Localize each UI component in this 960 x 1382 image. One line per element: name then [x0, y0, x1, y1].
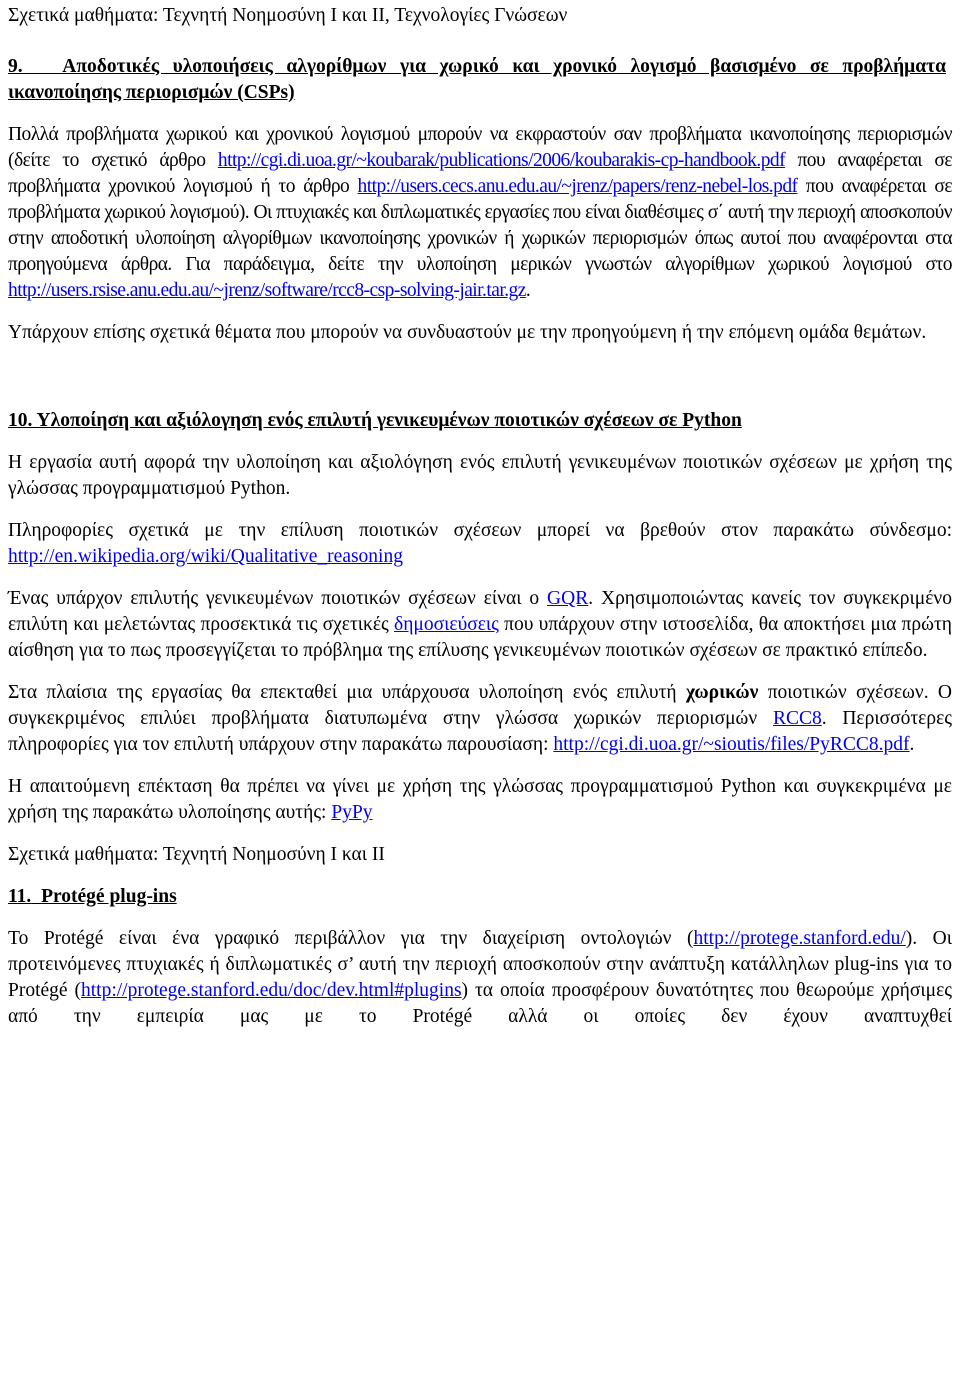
- document-page: [8, 0, 952, 1030]
- section-11-text-a: Το Protégé είναι ένα γραφικό περιβάλλον για την διαχείριση οντολογιών (: [8, 928, 694, 949]
- section-10-heading: [8, 408, 952, 434]
- section-10-p5-text: Η απαιτούμενη επέκταση θα πρέπει να γίνει με χρήση της γλώσσας προγραμματισμού Python και συγκεκριμένα με χρήση της παρακάτω υλοποίησης αυτής:: [8, 776, 952, 823]
- link-protege-plugins[interactable]: http://protege.stanford.edu/doc/dev.html#plugins: [81, 980, 462, 1001]
- link-pypy[interactable]: PyPy: [331, 802, 373, 823]
- section-10-paragraph-1: Η εργασία αυτή αφορά την υλοποίηση και αξιολόγηση ενός επιλυτή γενικευμένων ποιοτικών σχέσεων με χρήση της γλώσσας προγραμματισμού Python.: [8, 452, 952, 499]
- section-11-text-c: ) τα οποία προσφέρουν δυνατότητες που θεωρούμε χρήσιμες από την εμπειρία μας με το Protégé αλλά οι οποίες δεν έχουν αναπτυχθεί: [8, 980, 952, 1027]
- section-9-heading: [8, 54, 952, 106]
- section-10-p4-text-a: Στα πλαίσια της εργασίας θα επεκταθεί μια υπάρχουσα υλοποίηση ενός επιλυτή: [8, 682, 686, 703]
- section-11-paragraph-1: [8, 926, 952, 1030]
- section-10-p4-text-c: . Περισσότερες πληροφορίες για τον επιλυτή υπάρχουν στην παρακάτω παρουσίαση:: [8, 708, 953, 755]
- section-10-related-courses: Σχετικά μαθήματα: Τεχνητή Νοημοσύνη Ι και ΙΙ: [8, 844, 385, 865]
- section-10-paragraph-3: [8, 586, 952, 664]
- section-11-text-b: ). Οι προτεινόμενες πτυχιακές ή διπλωματικές σ’ αυτή την περιοχή αποσκοπούν στην ανάπτυξη κατάλληλων plug-ins για το Protégé (: [8, 928, 952, 1001]
- section-9-text-c: που αναφέρεται σε προβλήματα χωρικού λογισμού). Οι πτυχιακές και διπλωματικές εργασίες που είναι διαθέσιμες σ΄ αυτή την περιοχή αποσκοπούν στην αποδοτική υλοποίηση αλγορίθμων ικανοποίησης χρονικών ή χωρικών περιορισμών όπως αυτοί που αναφέρονται στα προηγούμενα άρθρα. Για παράδειγμα, δείτε την υλοποίηση μερικών γνωστών αλγορίθμων χωρικού λογισμού στο: [8, 176, 952, 275]
- link-koubarakis-handbook[interactable]: http://cgi.di.uoa.gr/~koubarak/publications/2006/koubarakis-cp-handbook.pdf: [217, 150, 786, 171]
- section-10-p3-text-a: Ένας υπάρχον επιλυτής γενικευμένων ποιοτικών σχέσεων είναι ο: [8, 588, 548, 609]
- section-10-p4-text-d: .: [909, 734, 915, 755]
- section-10-p3-text-b: . Χρησιμοποιώντας κανείς τον συγκεκριμένο επιλύτη και μελετώντας προσεκτικά τις σχετικές: [8, 588, 952, 635]
- section-9-text-b: που αναφέρεται σε προβλήματα χρονικού λογισμού ή το άρθρο: [8, 150, 953, 197]
- section-9-text-d: .: [525, 280, 531, 301]
- section-9-text-a: Πολλά προβλήματα χωρικού και χρονικού λογισμού μπορούν να εκφραστούν σαν προβλήματα ικανοποίησης περιορισμών (δείτε το σχετικό άρθρο: [8, 124, 952, 171]
- link-protege[interactable]: http://protege.stanford.edu/: [693, 928, 906, 949]
- link-renz-nebel-paper[interactable]: http://users.cecs.anu.edu.au/~jrenz/papers/renz-nebel-los.pdf: [357, 176, 798, 197]
- section-11-heading: [8, 884, 952, 910]
- section-10-title: Υλοποίηση και αξιόλογηση ενός επιλυτή γενικευμένων ποιοτικών σχέσεων σε Python: [36, 410, 742, 431]
- link-rcc8[interactable]: RCC8: [772, 708, 822, 729]
- section-10-paragraph-4: [8, 680, 952, 758]
- link-pyrcc8-presentation[interactable]: http://cgi.di.uoa.gr/~sioutis/files/PyRCC8.pdf: [553, 734, 910, 755]
- link-wikipedia-qualitative-reasoning[interactable]: http://en.wikipedia.org/wiki/Qualitative_reasoning: [8, 546, 403, 567]
- section-10-p2-text: Πληροφορίες σχετικά με την επίλυση ποιοτικών σχέσεων μπορεί να βρεθούν στον παρακάτω σύνδεσμο:: [8, 520, 952, 541]
- section-10-paragraph-5: [8, 774, 952, 826]
- section-10-number: 10.: [8, 410, 33, 431]
- section-10-paragraph-2: [8, 518, 952, 570]
- link-rcc8-csp-software[interactable]: http://users.rsise.anu.edu.au/~jrenz/software/rcc8-csp-solving-jair.tar.gz: [8, 280, 526, 301]
- link-gqr[interactable]: GQR: [547, 588, 589, 609]
- section-10-p3-text-c: που υπάρχουν στην ιστοσελίδα, θα αποκτήσει μια πρώτη αίσθηση για το πως προσεγγίζεται το πρόβλημα της επίλυσης γενικευμένων ποιοτικών σχέσεων σε πρακτικό επίπεδο.: [8, 614, 952, 661]
- link-publications[interactable]: δημοσιεύσεις: [394, 614, 499, 635]
- section-11-number: 11.: [8, 886, 32, 907]
- header-related-courses: Σχετικά μαθήματα: Τεχνητή Νοημοσύνη Ι και ΙΙ, Τεχνολογίες Γνώσεων: [8, 5, 568, 26]
- section-9-paragraph-1: [8, 122, 952, 304]
- section-11-title: Protégé plug-ins: [41, 886, 177, 907]
- section-10-p4-bold: χωρικών: [685, 682, 759, 703]
- section-9-title: Αποδοτικές υλοποιήσεις αλγορίθμων για χωρικό και χρονικό λογισμό βασισμένο σε προβλήματα ικανοποίησης περιορισμών (CSPs): [8, 56, 946, 103]
- section-9-number: 9.: [8, 56, 23, 77]
- section-10-p4-text-b: ποιοτικών σχέσεων. Ο συγκεκριμένος επιλύει προβλήματα διατυπωμένα στην γλώσσα χωρικών περιορισμών: [8, 682, 952, 729]
- section-9-paragraph-2: Υπάρχουν επίσης σχετικά θέματα που μπορούν να συνδυαστούν με την προηγούμενη ή την επόμενη ομάδα θεμάτων.: [8, 322, 927, 343]
